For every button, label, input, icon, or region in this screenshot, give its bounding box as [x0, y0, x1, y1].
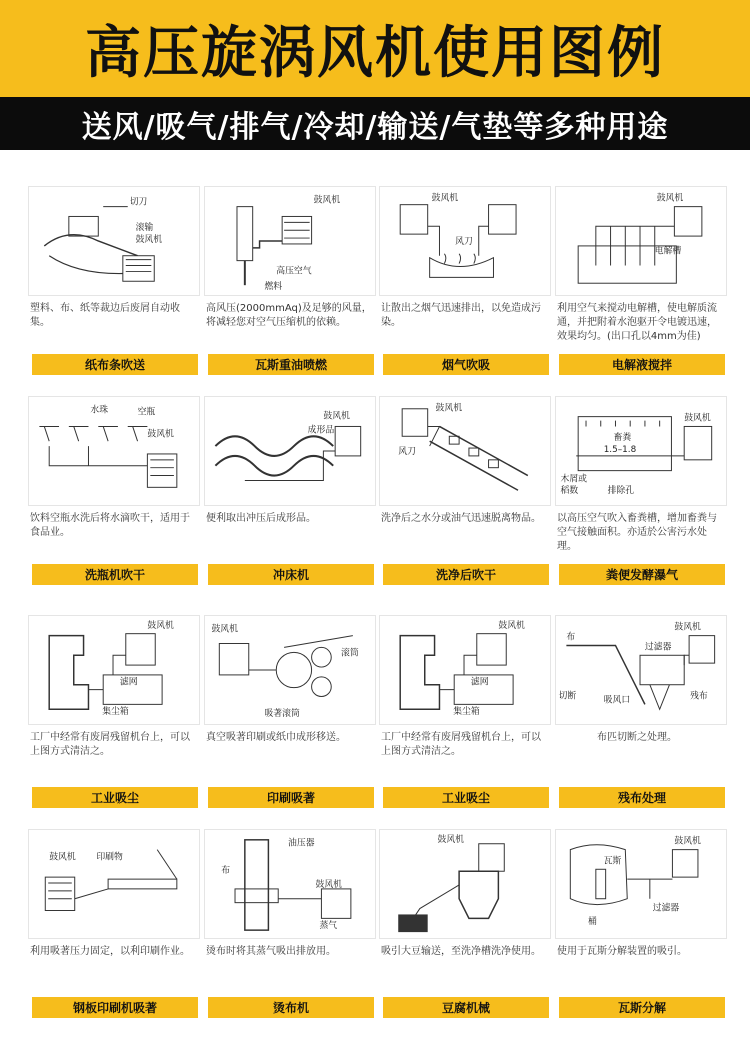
svg-text:木屑或: 木屑或: [560, 474, 587, 485]
svg-text:鼓风机: 鼓风机: [211, 624, 238, 635]
card-description: 吸引大豆输送，至洗净槽洗净使用。: [381, 946, 541, 957]
svg-text:滚筒: 滚筒: [341, 648, 359, 659]
svg-text:畜粪: 畜粪: [613, 433, 632, 444]
svg-text:滚输: 滚输: [135, 223, 154, 234]
svg-text:鼓风机: 鼓风机: [49, 852, 76, 863]
svg-text:鼓风机: 鼓风机: [147, 620, 174, 631]
card-label: 电解液搅拌: [559, 354, 725, 375]
card-label: 洗瓶机吹干: [32, 564, 198, 585]
card-label: 印刷吸著: [208, 787, 374, 808]
svg-text:风刀: 风刀: [455, 236, 473, 247]
svg-text:鼓风机: 鼓风机: [135, 234, 163, 245]
diagram-printing-suction: [204, 615, 376, 725]
svg-text:切刀: 切刀: [129, 197, 148, 208]
card-label: 烫布机: [208, 997, 374, 1018]
card-label: 瓦斯分解: [559, 997, 725, 1018]
blower-diagram: [556, 830, 726, 938]
blower-diagram: [380, 397, 550, 505]
blower-diagram: [29, 830, 199, 938]
card-description: 真空吸著印刷或纸巾成形移送。: [206, 732, 346, 743]
diagram-gas-oil-combustion: [204, 186, 376, 296]
svg-text:吸风口: 吸风口: [603, 695, 631, 706]
diagram-smoke-blowing: [379, 186, 551, 296]
svg-text:鼓风机: 鼓风机: [323, 411, 350, 422]
card-description: 洗净后之水分或油气迅速脱离物品。: [381, 513, 541, 524]
svg-text:稻数: 稻数: [560, 486, 579, 497]
card-description: 使用于瓦斯分解装置的吸引。: [557, 946, 687, 957]
diagram-punch-press: [204, 396, 376, 506]
svg-text:蒸气: 蒸气: [319, 921, 338, 932]
svg-text:高压空气: 高压空气: [276, 266, 312, 277]
svg-text:切断: 切断: [558, 691, 577, 702]
blower-diagram: [556, 616, 726, 724]
card-description: 便利取出冲压后成形品。: [206, 513, 316, 524]
diagram-industrial-dust: [379, 615, 551, 725]
card-label: 粪便发酵瀑气: [559, 564, 725, 585]
svg-text:油压器: 油压器: [288, 838, 315, 849]
card-description: 工厂中经常有废屑残留机台上，可以上图方式清洁之。: [381, 732, 541, 757]
svg-text:空瓶: 空瓶: [137, 407, 156, 418]
card-label: 烟气吹吸: [383, 354, 549, 375]
blower-diagram: [380, 830, 550, 938]
svg-text:鼓风机: 鼓风机: [674, 836, 701, 847]
svg-text:桶: 桶: [587, 917, 597, 928]
blower-diagram: [205, 397, 375, 505]
svg-text:鼓风机: 鼓风机: [437, 834, 465, 845]
card-label: 豆腐机械: [383, 997, 549, 1018]
svg-text:鼓风机: 鼓风机: [147, 429, 174, 440]
diagram-steel-printing: [28, 829, 200, 939]
svg-text:成形品: 成形品: [307, 425, 335, 436]
page-title: 高压旋涡风机使用图例: [85, 20, 665, 86]
svg-text:瓦斯: 瓦斯: [603, 856, 622, 867]
diagram-electrolyte-stirring: [555, 186, 727, 296]
svg-text:滤网: 滤网: [470, 677, 489, 688]
svg-text:滤网: 滤网: [119, 677, 138, 688]
card-description: 高风压(2000mmAq)及足够的风量，将减轻您对空气压缩机的依赖。: [206, 303, 372, 328]
diagram-manure-aeration: [555, 396, 727, 506]
svg-text:水珠: 水珠: [90, 405, 109, 416]
blower-diagram: [29, 616, 199, 724]
card-description: 工厂中经常有废屑残留机台上，可以上图方式清洁之。: [30, 732, 190, 757]
svg-text:集尘箱: 集尘箱: [102, 707, 129, 718]
card-description: 以高压空气吹入畜粪槽，增加畜粪与空气接触面积。亦适於公害污水处理。: [557, 513, 717, 552]
diagram-cloth-ironing: [204, 829, 376, 939]
svg-text:鼓风机: 鼓风机: [435, 403, 463, 414]
blower-diagram: [205, 187, 375, 295]
svg-text:过滤器: 过滤器: [644, 642, 672, 653]
page-subtitle: 送风/吸气/排气/冷却/输送/气垫等多种用途: [81, 109, 669, 145]
card-description: 让散出之烟气迅速排出，以免造成污染。: [381, 303, 541, 328]
card-label: 工业吸尘: [383, 787, 549, 808]
card-description: 利用吸著压力固定，以利印刷作业。: [30, 946, 190, 957]
card-label: 工业吸尘: [32, 787, 198, 808]
title-banner: [0, 0, 750, 97]
diagram-paper-cloth-blowing: [28, 186, 200, 296]
svg-text:鼓风机: 鼓风机: [431, 193, 459, 204]
blower-diagram: [29, 187, 199, 295]
diagram-tofu-machine: [379, 829, 551, 939]
svg-text:过滤器: 过滤器: [652, 903, 680, 914]
svg-text:集尘箱: 集尘箱: [453, 707, 480, 718]
diagram-wash-drying: [379, 396, 551, 506]
card-label: 钢板印刷机吸著: [32, 997, 198, 1018]
card-label: 冲床机: [208, 564, 374, 585]
blower-diagram: [380, 187, 550, 295]
svg-text:燃料: 燃料: [264, 282, 283, 293]
card-description: 烫布时将其蒸气吸出排放用。: [206, 946, 336, 957]
svg-text:吸著滚筒: 吸著滚筒: [264, 709, 300, 720]
svg-text:鼓风机: 鼓风机: [315, 879, 343, 890]
card-description: 饮料空瓶水洗后将水滴吹干，适用于食品业。: [30, 513, 190, 538]
svg-text:鼓风机: 鼓风机: [313, 195, 341, 206]
blower-diagram: [205, 616, 375, 724]
svg-text:鼓风机: 鼓风机: [674, 622, 701, 633]
card-description: 利用空气来搅动电解槽，使电解质流通，并把附着水泡驱开令电镀迅速，效果均匀。(出口孔以4mm为佳): [557, 303, 717, 342]
diagram-bottle-drying: [28, 396, 200, 506]
card-label: 纸布条吹送: [32, 354, 198, 375]
card-description: 布匹切断之处理。: [597, 732, 677, 743]
card-label: 瓦斯重油喷燃: [208, 354, 374, 375]
svg-text:排除孔: 排除孔: [607, 486, 635, 497]
svg-text:鼓风机: 鼓风机: [656, 193, 684, 204]
diagram-industrial-dust: [28, 615, 200, 725]
blower-diagram: [205, 830, 375, 938]
diagram-scrap-cloth: [555, 615, 727, 725]
svg-text:1.5–1.8: 1.5–1.8: [603, 444, 637, 455]
svg-text:鼓风机: 鼓风机: [684, 413, 711, 424]
svg-text:布: 布: [566, 632, 576, 643]
blower-diagram: [556, 397, 726, 505]
blower-diagram: [380, 616, 550, 724]
svg-text:风刀: 风刀: [398, 446, 416, 457]
blower-diagram: [556, 187, 726, 295]
subtitle-bar: [0, 97, 750, 150]
svg-text:电解槽: 电解槽: [654, 246, 682, 257]
card-label: 残布处理: [559, 787, 725, 808]
svg-text:印刷物: 印刷物: [96, 852, 123, 863]
card-description: 塑料、布、纸等裁边后废屑自动收集。: [30, 303, 180, 328]
diagram-gas-decomposition: [555, 829, 727, 939]
svg-text:布: 布: [221, 866, 231, 877]
card-label: 洗净后吹干: [383, 564, 549, 585]
blower-diagram: [29, 397, 199, 505]
svg-text:残布: 残布: [690, 691, 708, 702]
svg-text:鼓风机: 鼓风机: [498, 620, 525, 631]
